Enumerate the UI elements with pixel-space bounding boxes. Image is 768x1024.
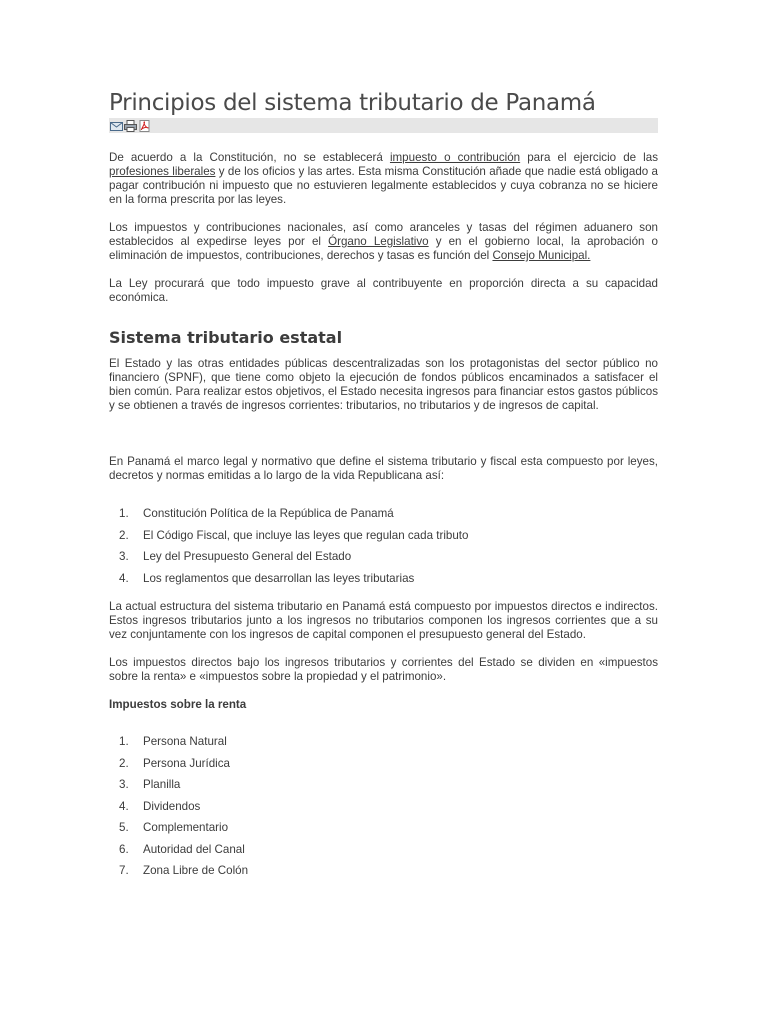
list-number: 2.: [119, 528, 129, 542]
list-text: Persona Natural: [143, 735, 227, 748]
list-text: Planilla: [143, 778, 181, 791]
text-span: para el ejercicio de las: [520, 151, 659, 164]
section-paragraph-2: En Panamá el marco legal y normativo que define el sistema tributario y fiscal esta compuesto por leyes, decretos y normas emitidas a lo largo de la vida Republicana así:: [109, 455, 658, 482]
impuesto-contribucion-link[interactable]: impuesto o contribución: [389, 151, 521, 164]
list-item: [109, 503, 658, 525]
list-text: Complementario: [143, 821, 229, 834]
intro-paragraph-1: [109, 151, 658, 207]
list-item: [109, 796, 658, 818]
list-item: [109, 546, 658, 568]
print-icon[interactable]: [124, 120, 137, 132]
text-span: Los impuestos y contribuciones nacionales, así como aranceles y tasas del régimen aduanero son establecidos al expedirse leyes por el: [109, 221, 658, 248]
intro-paragraph-2: [109, 221, 658, 263]
list-item: [109, 568, 658, 590]
list-number: 2.: [119, 756, 129, 770]
intro-paragraph-3: La Ley procurará que todo impuesto grave al contribuyente en proporción directa a su capacidad económica.: [109, 277, 658, 304]
section-paragraph-1: El Estado y las otras entidades públicas descentralizadas son los protagonistas del sector público no financiero (SPNF), que tiene como objeto la ejecución de fondos públicos encaminados a satisfacer el bien común. Para realizar estos objetivos, el Estado necesita ingresos para financiar estos gastos públicos y se obtienen a través de ingresos corrientes: tributarios, no tributarios y de ingresos de capital.: [109, 357, 658, 412]
list-text: Dividendos: [143, 799, 201, 813]
text-span: De acuerdo a la Constitución, no se establecerá: [109, 151, 390, 164]
list-number: 5.: [119, 821, 129, 834]
income-tax-list: [109, 731, 658, 882]
list-number: 4.: [119, 799, 129, 813]
list-text: Zona Libre de Colón: [143, 864, 249, 877]
list-number: 6.: [119, 842, 129, 856]
list-number: 1.: [119, 735, 129, 748]
page-title: Principios del sistema tributario de Panamá: [109, 90, 596, 116]
section-paragraph-3: La actual estructura del sistema tributario en Panamá está compuesto por impuestos directos e indirectos. Estos ingresos tributarios junto a los ingresos no tributarios componen los ingresos corrientes que a su vez conjuntamente con los ingresos de capital componen el presupuesto general del Estado.: [109, 600, 658, 641]
pdf-icon[interactable]: [138, 120, 151, 132]
list-item: [109, 525, 658, 547]
consejo-municipal-link[interactable]: Consejo Municipal.: [492, 249, 591, 262]
list-item: [109, 860, 658, 882]
list-item: [109, 817, 658, 839]
list-text: Ley del Presupuesto General del Estado: [143, 550, 352, 563]
list-text: Los reglamentos que desarrollan las leyes tributarias: [143, 571, 415, 585]
text-span: y de los oficios y las artes. Esta misma Constitución añade que nadie está obligado a pagar contribución ni impuesto que no estuvieren legalmente establecidos y cuya cobranza no se hiciere en la forma prescrita por las leyes.: [109, 165, 658, 206]
section-heading: Sistema tributario estatal: [109, 328, 343, 347]
list-number: 3.: [119, 550, 129, 563]
list-item: [109, 774, 658, 796]
list-text: Persona Jurídica: [143, 756, 230, 770]
profesiones-liberales-link[interactable]: profesiones liberales: [109, 165, 216, 178]
list-number: 3.: [119, 778, 129, 791]
section-paragraph-4: Los impuestos directos bajo los ingresos tributarios y corrientes del Estado se dividen en «impuestos sobre la renta» e «impuestos sobre la propiedad y el patrimonio».: [109, 656, 658, 683]
list-text: El Código Fiscal, que incluye las leyes que regulan cada tributo: [143, 528, 469, 542]
list-text: Constitución Política de la República de Panamá: [143, 507, 394, 520]
subheading-impuestos-renta: Impuestos sobre la renta: [109, 698, 247, 711]
list-number: 1.: [119, 507, 129, 520]
text-span: y en el gobierno local, la aprobación o eliminación de impuestos, contribuciones, derechos y tasas es función del: [109, 235, 659, 262]
list-number: 7.: [119, 864, 129, 877]
article: [109, 88, 658, 882]
list-item: [109, 839, 658, 861]
legal-framework-list: [109, 503, 658, 589]
list-text: Autoridad del Canal: [143, 842, 245, 856]
list-item: [109, 753, 658, 775]
organo-legislativo-link[interactable]: Órgano Legislativo: [328, 235, 429, 248]
email-icon[interactable]: [110, 120, 123, 132]
share-toolbar: [109, 118, 658, 133]
list-number: 4.: [119, 571, 129, 585]
list-item: [109, 731, 658, 753]
